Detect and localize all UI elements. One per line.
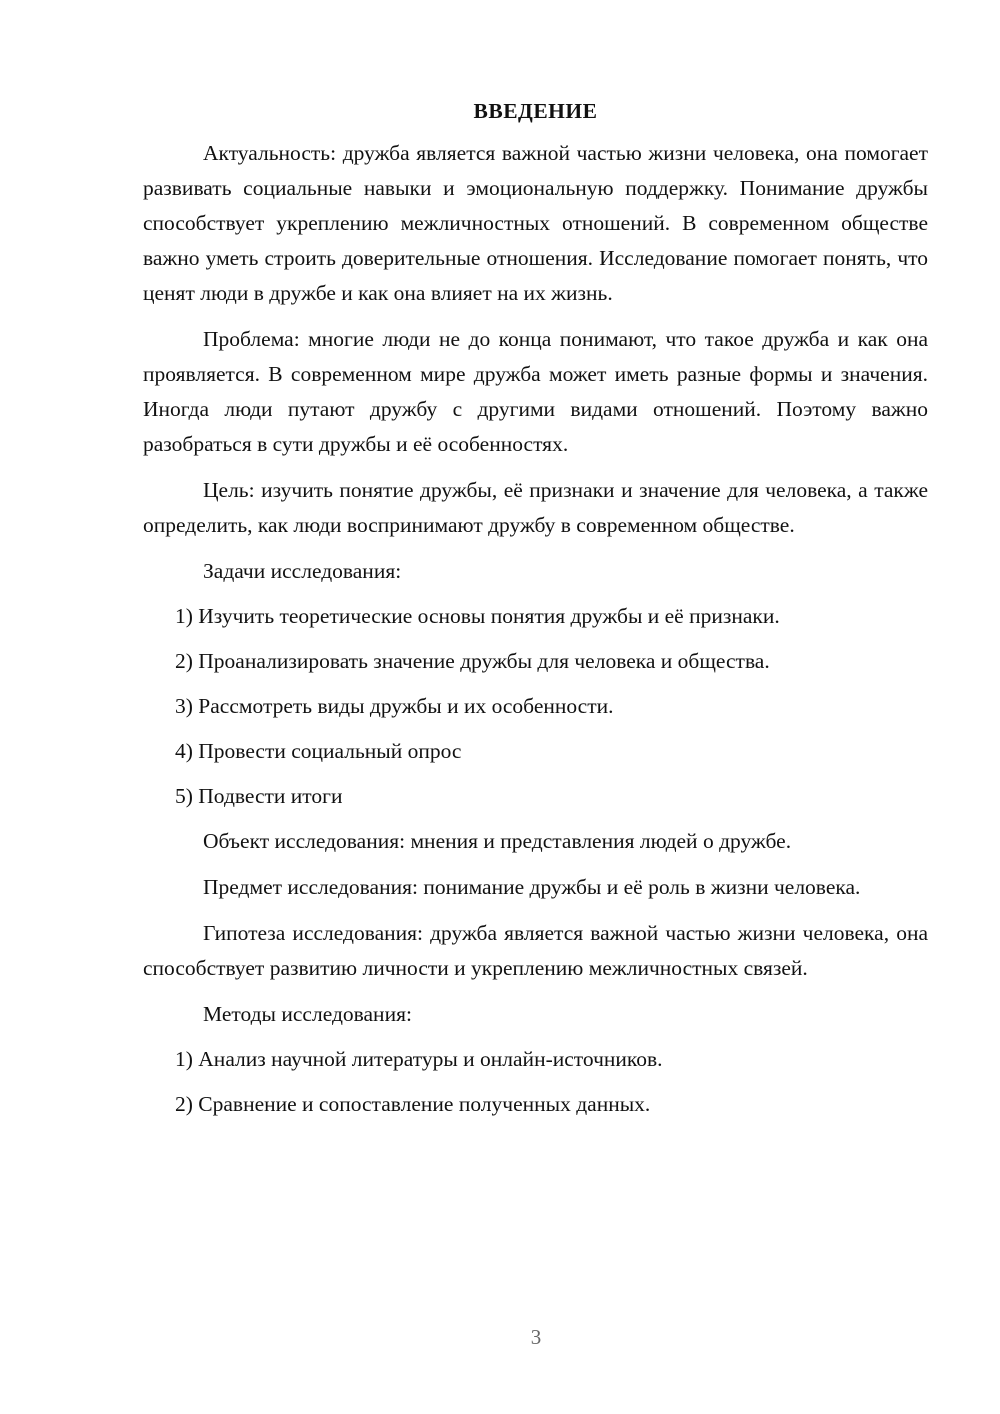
methods-list (143, 1042, 928, 1122)
method-item: 1) Анализ научной литературы и онлайн-источников. (175, 1047, 663, 1071)
page-number: 3 (530, 1325, 542, 1349)
tasks-list (143, 599, 928, 814)
page-content (143, 96, 928, 1132)
problem-paragraph: Проблема: многие люди не до конца понимают, что такое дружба и как она проявляется. В современном мире дружба может иметь разные формы и значения. Иногда люди путают дружбу с другими видами отношений. Поэтому важно разобраться в сути дружбы и её особенностях. (143, 327, 928, 456)
task-item: 2) Проанализировать значение дружбы для человека и общества. (175, 649, 770, 673)
task-item: 4) Провести социальный опрос (175, 739, 462, 763)
hypothesis-paragraph: Гипотеза исследования: дружба является важной частью жизни человека, она способствует развитию личности и укреплению межличностных связей. (143, 921, 928, 980)
task-item: 5) Подвести итоги (175, 784, 343, 808)
goal-paragraph: Цель: изучить понятие дружбы, её признаки и значение для человека, а также определить, как люди воспринимают дружбу в современном обществе. (143, 478, 928, 537)
methods-heading: Методы исследования: (203, 1002, 412, 1026)
object-paragraph: Объект исследования: мнения и представления людей о дружбе. (203, 829, 792, 853)
method-item: 2) Сравнение и сопоставление полученных данных. (175, 1092, 651, 1116)
page-title: ВВЕДЕНИЕ (473, 99, 598, 123)
task-item: 3) Рассмотреть виды дружбы и их особенности. (175, 694, 614, 718)
task-item: 1) Изучить теоретические основы понятия дружбы и её признаки. (175, 604, 780, 628)
tasks-heading: Задачи исследования: (203, 559, 402, 583)
subject-paragraph: Предмет исследования: понимание дружбы и её роль в жизни человека. (203, 875, 861, 899)
relevance-paragraph: Актуальность: дружба является важной частью жизни человека, она помогает развивать социальные навыки и эмоциональную поддержку. Понимание дружбы способствует укреплению межличностных отношений. В современном обществе важно уметь строить доверительные отношения. Исследование помогает понять, что ценят люди в дружбе и как она влияет на их жизнь. (143, 141, 928, 305)
